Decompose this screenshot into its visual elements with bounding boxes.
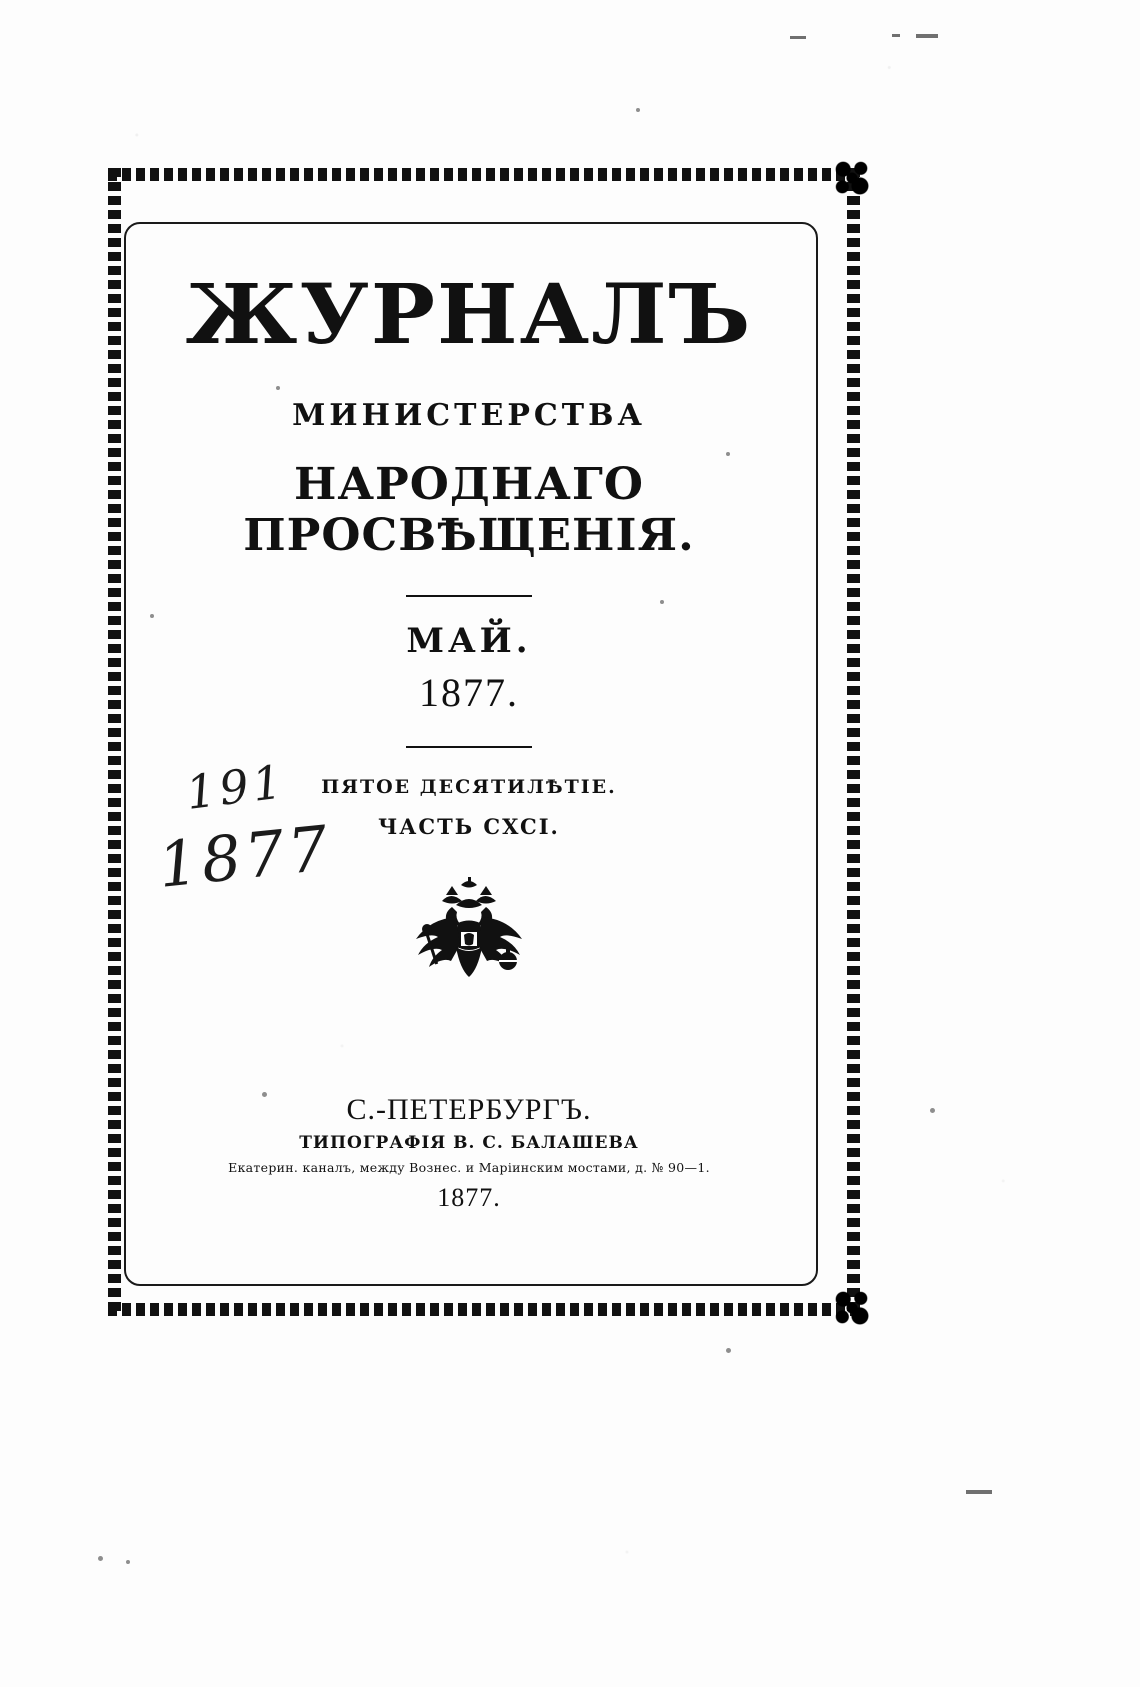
divider-rule	[406, 746, 532, 748]
stray-speck	[930, 1108, 935, 1113]
imprint-printing-house: ТИПОГРАФІЯ В. С. БАЛАШЕВА	[299, 1133, 639, 1153]
stray-speck	[98, 1556, 103, 1561]
imprint-year: 1877.	[437, 1183, 501, 1212]
stray-speck	[726, 1348, 731, 1353]
imprint-city: С.-ПЕТЕРБУРГЪ.	[346, 1093, 592, 1126]
border-chain-right	[847, 168, 860, 1316]
imprint-address: Екатерин. каналъ, между Вознес. и Маріинским мостами, д. № 90—1.	[228, 1160, 710, 1175]
title-subline-ministry: МИНИСТЕРСТВА	[292, 398, 646, 433]
title-page-content	[124, 222, 814, 1282]
volume-part: ЧАСТЬ CXCI.	[378, 814, 560, 839]
border-chain-bottom	[108, 1303, 860, 1316]
border-chain-top	[108, 168, 860, 181]
stray-mark	[966, 1490, 992, 1494]
stray-mark	[892, 34, 900, 37]
imperial-eagle-emblem	[394, 875, 544, 1035]
series-decade: ПЯТОЕ ДЕСЯТИЛѢТІЕ.	[321, 776, 617, 798]
issue-month: МАЙ.	[406, 621, 532, 661]
stray-speck	[636, 108, 640, 112]
divider-rule	[406, 595, 532, 597]
page-title: ЖУРНАЛЪ	[185, 267, 753, 363]
corner-ornament-icon	[830, 156, 874, 200]
stray-speck	[126, 1560, 130, 1564]
handwritten-note-shelfmark: 191	[183, 754, 289, 820]
corner-ornament-icon	[830, 1286, 874, 1330]
stray-mark	[916, 34, 938, 38]
stray-mark	[790, 36, 806, 39]
handwritten-note-year: 1877	[154, 811, 336, 902]
title-subline-enlightenment: НАРОДНАГО ПРОСВѢЩЕНІЯ.	[243, 459, 695, 561]
issue-year: 1877.	[419, 670, 519, 715]
